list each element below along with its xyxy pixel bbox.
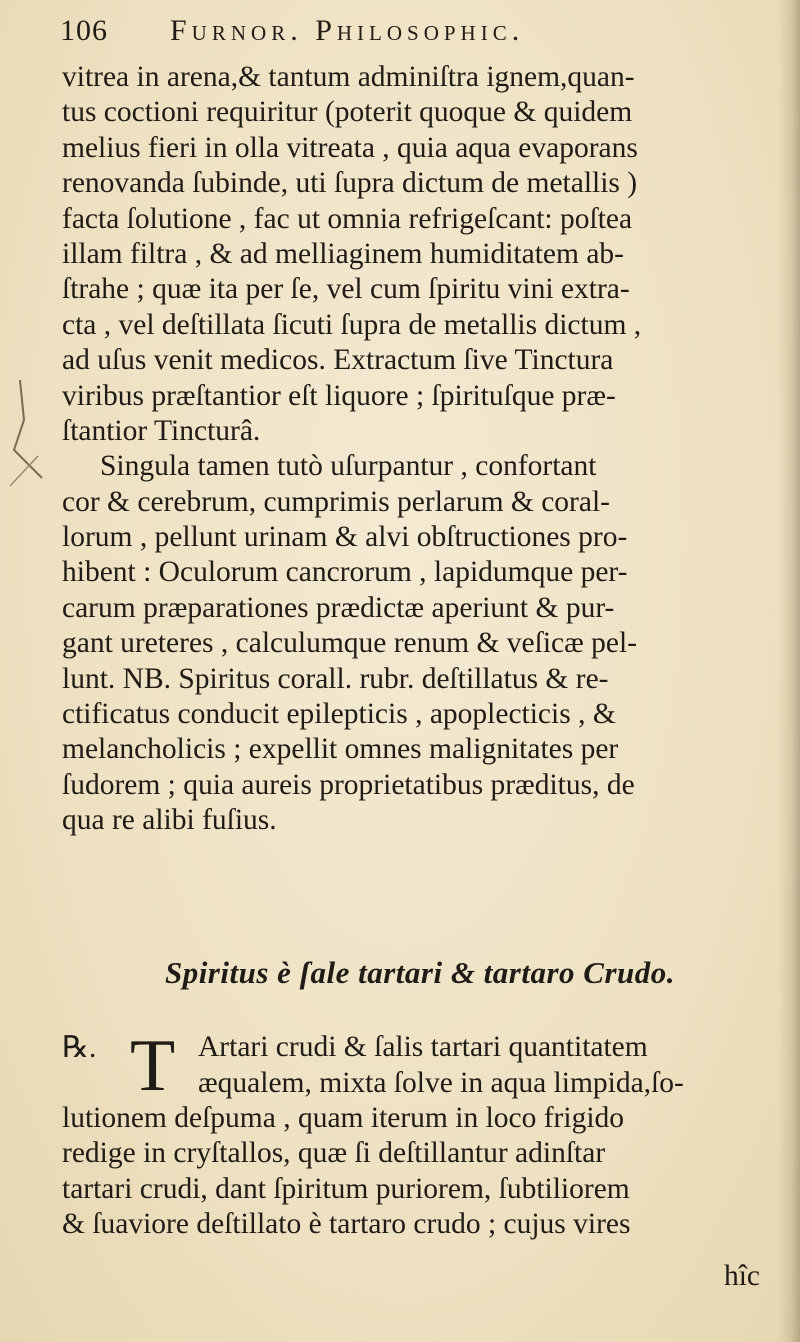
text-line: vitrea in arena,& tantum adminiſtra ignem,quan- (62, 61, 635, 93)
margin-pen-mark (2, 360, 62, 500)
text-line: gant ureteres , calculumque renum & veſicæ pel- (62, 627, 638, 660)
text-line: illam filtra , & ad melliaginem humiditatem ab- (62, 237, 624, 270)
text-line: carum præparationes prædictæ aperiunt & pur- (62, 591, 615, 624)
text-line: ctificatus conducit epilepticis , apoplecticis , & (62, 698, 616, 731)
text-line: æqualem, mixta ſolve in aqua limpida,ſo- (198, 1066, 684, 1099)
text-line: lunt. NB. Spiritus corall. rubr. deſtillatus & re- (62, 662, 609, 695)
section-heading: Spiritus è ſale tartari & tartaro Crudo. (164, 955, 676, 990)
text-line: Artari crudi & ſalis tartari quantitatem (198, 1031, 648, 1063)
text-line: redige in cryſtallos, quæ ſi deſtillantur adinſtar (62, 1137, 606, 1170)
text-line: renovanda ſubinde, uti ſupra dictum de metallis ) (62, 167, 638, 200)
text-line: Singula tamen tutò uſurpantur , confortant (100, 450, 597, 483)
drop-cap: T (130, 1025, 176, 1107)
text-line: ſtantior Tincturâ. (62, 414, 261, 447)
text-line: cor & cerebrum, cumprimis perlarum & coral- (62, 485, 610, 518)
running-head: Furnor. Philosophic. (170, 14, 525, 47)
text-line: cta , vel deſtillata ſicuti ſupra de metallis dictum , (62, 308, 642, 341)
recipe-symbol: ℞. (62, 1031, 97, 1064)
page-number: 106 (60, 14, 108, 47)
text-line: ſudorem ; quia aureis proprietatibus præditus, de (62, 768, 635, 801)
text-line: hibent : Oculorum cancrorum , lapidumque per- (62, 556, 628, 589)
text-line: facta ſolutione , fac ut omnia refrigeſcant: poſtea (62, 202, 633, 235)
text-line: viribus præſtantior eſt liquore ; ſpirituſque præ- (62, 379, 616, 412)
text-line: melius fieri in olla vitreata , quia aqua evaporans (62, 131, 638, 164)
text-line: & ſuaviore deſtillato è tartaro crudo ; cujus vires (62, 1208, 631, 1241)
text-line: melancholicis ; expellit omnes malignitates per (62, 733, 619, 766)
recipe-paragraph (62, 1025, 782, 1243)
page-header (60, 14, 760, 50)
text-line: qua re alibi fuſius. (62, 804, 277, 837)
text-line: lutionem deſpuma , quam iterum in loco frigido (62, 1102, 625, 1134)
catchword: hîc (723, 1260, 760, 1292)
recipe-opening (62, 1025, 782, 1107)
text-line: tartari crudi, dant ſpiritum puriorem, ſubtiliorem (62, 1172, 630, 1205)
text-line: lorum , pellunt urinam & alvi obſtructiones pro- (62, 521, 628, 554)
text-line: ad uſus venit medicos. Extractum ſive Tinctura (62, 344, 614, 377)
main-text (62, 60, 782, 839)
text-line: ſtrahe ; quæ ita per ſe, vel cum ſpiritu vini extra- (62, 273, 630, 306)
text-line: tus coctioni requiritur (poterit quoque & quidem (62, 96, 633, 129)
